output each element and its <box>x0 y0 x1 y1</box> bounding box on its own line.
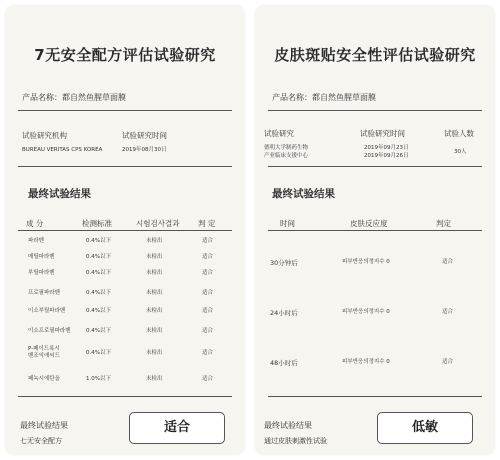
judgment-value: 适合 <box>442 309 454 315</box>
count-label: 试验人数 <box>444 129 474 138</box>
result-value: 未检出 <box>146 376 163 382</box>
column-header-judgment: 判 定 <box>198 219 216 228</box>
divider <box>18 110 232 111</box>
result-value: 未检出 <box>146 270 163 276</box>
judgment-value: 适合 <box>202 290 214 296</box>
org-value: BUREAU VERITAS CPS KOREA <box>22 147 103 153</box>
card-title: 7无安全配方评估试验研究 <box>34 46 216 64</box>
org-label: 试验研究机构 <box>22 131 67 140</box>
ingredient-name: 파라벤 <box>28 238 44 244</box>
divider <box>268 230 482 231</box>
result-value: 未检出 <box>146 308 163 314</box>
reaction-value: 피부반응의정지수 0 <box>342 359 390 365</box>
result-value: 未检出 <box>146 238 163 244</box>
column-header-time: 时间 <box>280 219 295 228</box>
time-line-1: 2019年09月23日 <box>364 145 409 151</box>
section-title: 最终试验结果 <box>28 188 91 200</box>
time-value: 24小时后 <box>270 309 298 317</box>
ingredient-name: P-페이드록시 벤조익애씨드 <box>28 346 60 359</box>
time-line-2: 2019年09月26日 <box>364 153 409 159</box>
final-result-summary: 通过皮肤刺激性试验 <box>264 437 327 445</box>
judgment-value: 适合 <box>202 238 214 244</box>
section-title: 最终试验结果 <box>272 188 335 200</box>
org-label: 试验研究 <box>264 129 294 138</box>
divider <box>268 110 482 111</box>
ingredient-name: 메틸파라벤 <box>28 254 55 260</box>
participant-count: 30人 <box>454 149 467 155</box>
column-header-judgment: 判定 <box>436 219 451 228</box>
judgment-value: 适合 <box>442 359 454 365</box>
standard-value: 0.4%以下 <box>86 290 111 296</box>
standard-value: 0.4%以下 <box>86 350 111 356</box>
formula-safety-card <box>6 6 244 454</box>
org-line-1: 德明大学制药生物 <box>264 145 309 151</box>
judgment-value: 适合 <box>202 328 214 334</box>
judgment-value: 适合 <box>442 259 454 265</box>
time-label: 试验研究时间 <box>122 131 167 140</box>
column-header-ingredient: 成 分 <box>26 219 44 228</box>
standard-value: 0.4%以下 <box>86 238 111 244</box>
result-badge-low-sensitivity: 低敏 <box>377 412 473 444</box>
final-result-label: 最终试验结果 <box>264 421 312 430</box>
reaction-value: 피부반응의정지수 0 <box>342 309 390 315</box>
column-header-reaction: 皮肤反应度 <box>350 219 388 228</box>
time-value: 30分钟后 <box>270 259 298 267</box>
judgment-value: 适合 <box>202 350 214 356</box>
ingredient-name: 이소프로필파라벤 <box>28 328 71 334</box>
time-value: 48小时后 <box>270 359 298 367</box>
standard-value: 1.0%以下 <box>86 376 111 382</box>
org-line-2: 产业临床支援中心 <box>264 153 309 159</box>
final-result-label: 最终试验结果 <box>20 421 68 430</box>
ingredient-name: 부틸파라벤 <box>28 270 55 276</box>
patch-test-card <box>256 6 494 454</box>
ingredient-name: 페녹시에탄올 <box>28 376 60 382</box>
judgment-value: 适合 <box>202 376 214 382</box>
judgment-value: 适合 <box>202 254 214 260</box>
standard-value: 0.4%以下 <box>86 328 111 334</box>
divider <box>268 396 482 397</box>
judgment-value: 适合 <box>202 308 214 314</box>
result-value: 未检出 <box>146 290 163 296</box>
ingredient-name: 프로필파라벤 <box>28 290 60 296</box>
judgment-value: 适合 <box>202 270 214 276</box>
time-value: 2019年08月30日 <box>122 147 167 153</box>
final-result-summary: 七无安全配方 <box>20 437 62 445</box>
standard-value: 0.4%以下 <box>86 270 111 276</box>
standard-value: 0.4%以下 <box>86 254 111 260</box>
result-value: 未检出 <box>146 328 163 334</box>
product-name: 产品名称：都自然鱼腥草面膜 <box>272 93 376 102</box>
standard-value: 0.4%以下 <box>86 308 111 314</box>
divider <box>268 166 482 167</box>
product-name: 产品名称：都自然鱼腥草面膜 <box>22 93 126 102</box>
card-title: 皮肤斑贴安全性评估试验研究 <box>274 46 476 64</box>
result-value: 未检出 <box>146 350 163 356</box>
divider <box>18 230 232 231</box>
result-value: 未检出 <box>146 254 163 260</box>
divider <box>18 396 232 397</box>
column-header-standard: 检测标准 <box>82 219 112 228</box>
reaction-value: 피부반응의정지수 0 <box>342 259 390 265</box>
result-badge-suitable: 适合 <box>129 412 225 444</box>
column-header-result: 시험검사결과 <box>136 219 180 228</box>
divider <box>18 166 232 167</box>
ingredient-name: 이소부틸파라벤 <box>28 308 66 314</box>
time-label: 试验研究时间 <box>360 129 405 138</box>
